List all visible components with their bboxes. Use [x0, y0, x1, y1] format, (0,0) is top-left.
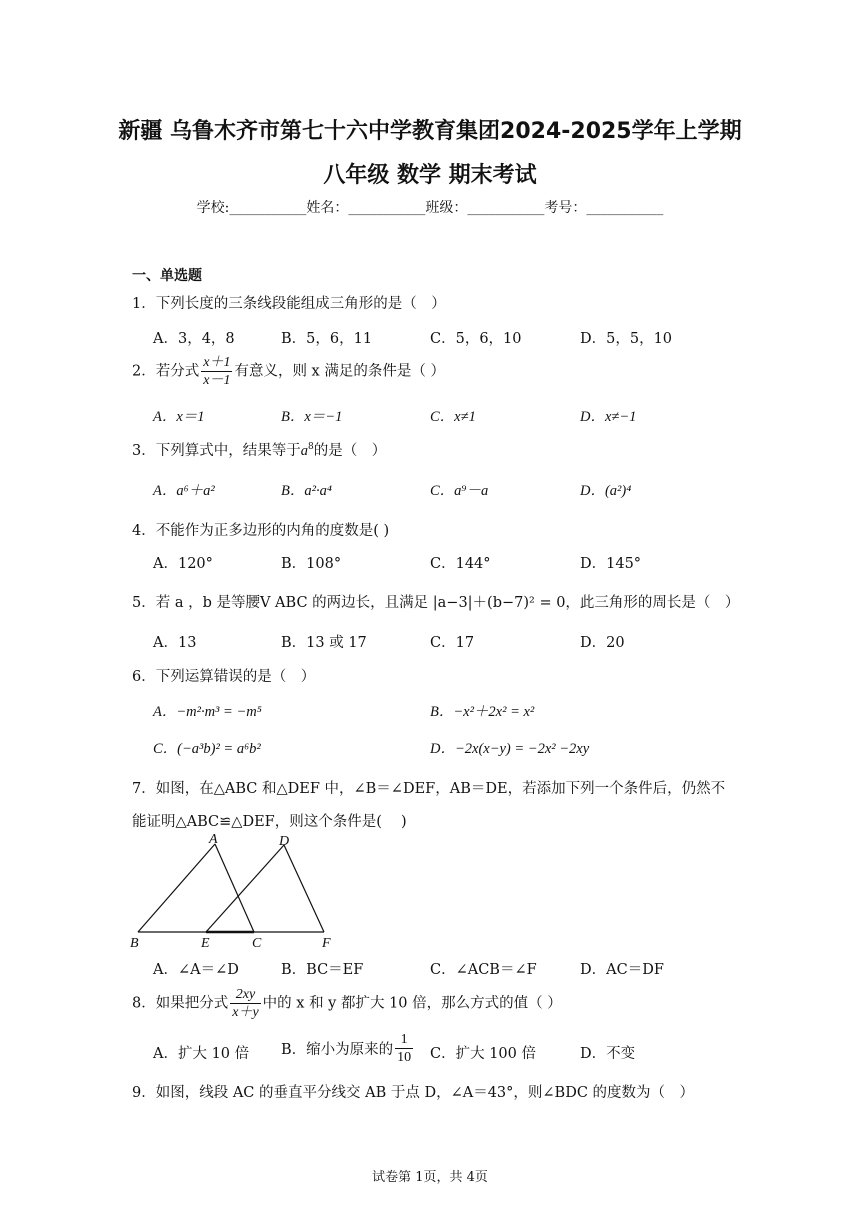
q8-stem-post: 中的 x 和 y 都扩大 10 倍，那么方式的值（ ）	[262, 995, 562, 1012]
q8-fraction	[230, 986, 260, 1021]
q7-option-d: D．AC＝DF	[580, 962, 664, 978]
q1-option-c: C．5，6，10	[430, 331, 522, 347]
section-title: 一、单选题	[132, 268, 202, 284]
q8-option-a: A．扩大 10 倍	[153, 1046, 250, 1062]
q1-option-a: A．3，4，8	[153, 331, 235, 347]
q6-option-c: C．(−a³b)² = a⁶b²	[153, 741, 261, 757]
q5-option-a: A．13	[153, 635, 197, 651]
q2-stem-post: 有意义，则 x 满足的条件是（ ）	[234, 363, 445, 380]
q2-fraction	[201, 354, 232, 389]
question-5-stem: 5．若 a ，b 是等腰V ABC 的两边长，且满足 |a−3|＋(b−7)² = 0，此三角形的周长是（ ）	[132, 595, 740, 611]
q2-stem-pre: 2．若分式	[132, 363, 200, 380]
label-a: A	[209, 832, 218, 847]
q3-option-b: B．a²·a⁴	[281, 483, 332, 499]
question-9-stem: 9．如图，线段 AC 的垂直平分线交 AB 于点 D，∠A＝43°，则∠BDC 的度数为（ ）	[132, 1085, 695, 1101]
q1-option-d: D．5，5，10	[580, 331, 673, 347]
q8-b-frac-num: 1	[395, 1031, 413, 1049]
q4-option-b: B．108°	[281, 556, 342, 572]
edge-ed	[206, 845, 284, 932]
q3-option-d: D．(a²)⁴	[580, 483, 632, 499]
q8-frac-den: x＋y	[232, 1005, 259, 1020]
q3-stem-pre: 3．下列算式中，结果等于	[132, 443, 301, 459]
q2-option-c: C．x≠1	[430, 409, 476, 425]
q6-option-d: D．−2x(x−y) = −2x² −2xy	[430, 741, 590, 757]
exam-title-line2: 八年级 数学 期末考试	[323, 163, 537, 188]
q3-option-a: A．a⁶＋a²	[153, 483, 215, 499]
label-d: D	[279, 834, 290, 849]
q8-option-c: C．扩大 100 倍	[430, 1046, 536, 1062]
q8-option-b-fraction	[395, 1031, 413, 1066]
edge-df	[284, 845, 324, 932]
label-c: C	[252, 936, 262, 951]
question-6-stem: 6．下列运算错误的是（ ）	[132, 669, 316, 685]
q2-option-b: B．x＝−1	[281, 409, 343, 425]
q8-option-b	[281, 1031, 415, 1066]
edge-ac	[215, 844, 254, 932]
q7-triangle-figure	[126, 832, 346, 952]
q8-option-d: D．不变	[580, 1046, 636, 1062]
question-3-stem	[132, 439, 386, 460]
q6-option-b: B．−x²＋2x² = x²	[430, 704, 535, 720]
edge-ba	[138, 844, 215, 932]
label-f: F	[322, 936, 331, 951]
q2-frac-den: x－1	[203, 373, 231, 388]
question-8-stem	[132, 986, 562, 1021]
q1-option-b: B．5，6，11	[281, 331, 373, 347]
q3-stem-var: a	[300, 443, 308, 459]
q3-option-c: C．a⁹－a	[430, 483, 489, 499]
page-footer: 试卷第 1页，共 4页	[372, 1170, 488, 1185]
q7-option-a: A．∠A＝∠D	[153, 962, 239, 978]
q2-option-a: A．x＝1	[153, 409, 205, 425]
q3-stem-exp: 8	[307, 442, 314, 453]
q3-stem-post: 的是（ ）	[313, 443, 387, 459]
q5-option-b: B．13 或 17	[281, 635, 367, 651]
q5-option-c: C．17	[430, 635, 475, 651]
student-info-line: 学校:___________姓名：___________班级：___________考号：___________	[196, 200, 664, 216]
q7-option-c: C．∠ACB＝∠F	[430, 962, 537, 978]
q4-option-d: D．145°	[580, 556, 642, 572]
q5-option-d: D．20	[580, 635, 625, 651]
question-1-stem: 1．下列长度的三条线段能组成三角形的是（ ）	[132, 296, 446, 312]
q4-option-c: C．144°	[430, 556, 491, 572]
q8-option-b-text: B．缩小为原来的	[281, 1042, 394, 1058]
question-2-stem	[132, 354, 445, 389]
question-4-stem: 4．不能作为正多边形的内角的度数是( )	[132, 523, 390, 539]
q2-frac-num: x＋1	[203, 355, 231, 370]
q8-frac-num: 2xy	[230, 986, 260, 1004]
q7-option-b: B．BC＝EF	[281, 962, 364, 978]
q8-b-frac-den: 10	[397, 1050, 412, 1065]
question-7-stem-line2: 能证明△ABC≌△DEF，则这个条件是( )	[132, 814, 407, 830]
label-e: E	[201, 936, 210, 951]
question-7-stem-line1: 7．如图，在△ABC 和△DEF 中，∠B＝∠DEF，AB＝DE，若添加下列一个条件后，仍然不	[132, 781, 726, 797]
q2-option-d: D．x≠−1	[580, 409, 637, 425]
q8-stem-pre: 8．如果把分式	[132, 995, 229, 1012]
q6-option-a: A．−m²·m³ = −m⁵	[153, 704, 262, 720]
q4-option-a: A．120°	[153, 556, 213, 572]
label-b: B	[130, 936, 139, 951]
exam-title-line1: 新疆 乌鲁木齐市第七十六中学教育集团2024-2025学年上学期	[118, 119, 742, 144]
